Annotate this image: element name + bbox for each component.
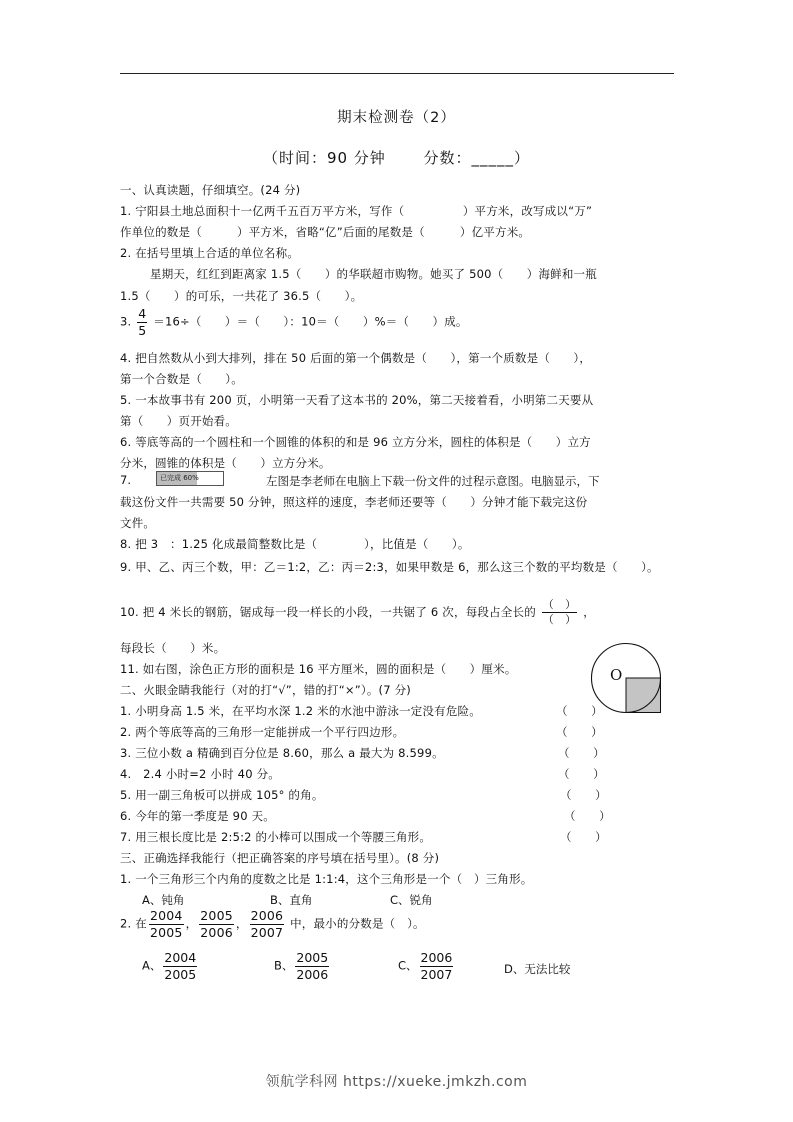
fraction [420,950,454,982]
option-b: B、直角 [270,893,313,907]
question-number: 3. [120,314,132,329]
fraction-numerator: （ ） [542,598,577,611]
question-2: 2. 在 $\frac{2004}{2005}$ ， $\frac{2005}{2006}$ ， $\frac{2006}{2007}$ 中，最小的分数是（ ）。 [120,908,425,940]
option-a [142,950,199,982]
fraction-numerator: 2004 [164,950,197,965]
question-text: 5. 一本故事书有 200 页，小明第一天看了这本书的 20%，第二天接着看，小明第二天要从 [120,393,594,407]
option-label: A、 [142,958,162,973]
question-text: 分米，圆锥的体积是（ ）立方分米。 [120,456,331,470]
option-c: C、锐角 [390,893,433,907]
question-text: 第（ ）页开始看。 [120,414,237,428]
question-text: 作单位的数是（ ）平方米，省略“亿”后面的尾数是（ ）亿平方米。 [120,225,531,239]
question-10 [120,598,676,627]
fraction-denominator: 2006 [296,966,329,982]
question-text: 7. 用三根长度比是 2:5:2 的小棒可以围成一个等腰三角形。 [120,830,432,844]
fraction [542,598,578,627]
judgement-item [120,703,676,719]
answer-bracket: （ ） [558,746,605,760]
fraction-denominator: 2005 [164,966,197,982]
judgement-item [120,787,676,803]
question-text: 左图是李老师在电脑上下载一份文件的过程示意图。电脑显示，下 [266,474,600,488]
fraction-denominator: 5 [138,322,147,338]
fraction-numerator: 2005 [200,908,233,923]
fraction-numerator: 4 [138,306,147,321]
question-3 [120,306,676,338]
answer-bracket: （ ） [558,767,605,781]
option-d: D、无法比较 [504,962,571,976]
center-label: O [610,666,623,684]
judgement-item [120,724,676,740]
answer-bracket: （ ） [560,830,607,844]
question-text: 3. 三位小数 a 精确到百分位是 8.60，那么 a 最大为 8.599。 [120,746,444,760]
option-c [398,950,455,982]
section-heading-1: 一、认真读题，仔细填空。(24 分) [120,183,301,197]
fraction [199,908,234,940]
fraction-denominator: 2007 [420,966,453,982]
fraction-denominator: 2006 [200,924,233,940]
answer-bracket: （ ） [564,809,611,823]
question-text: 11. 如右图，涂色正方形的面积是 16 平方厘米，圆的面积是（ ）厘米。 [120,662,517,676]
section-heading-3: 三、正确选择我能行（把正确答案的序号填在括号里）。(8 分) [120,851,440,865]
punctuation: ， [583,604,595,619]
answer-bracket: （ ） [556,725,603,739]
fraction [163,950,197,982]
question-text: 中，最小的分数是（ ）。 [290,916,425,931]
judgement-item [120,745,676,761]
judgement-item [120,829,676,845]
fraction [295,950,329,982]
footer-watermark: 领航学科网 https://xueke.jmkzh.com [265,1074,528,1090]
download-progress-bar [156,471,224,486]
fraction [250,908,285,940]
fraction-numerator: 2004 [149,908,183,923]
question-text: 6. 等底等高的一个圆柱和一个圆锥的体积的和是 96 立方分米，圆柱的体积是（ ）立方 [120,435,591,449]
question-text: 1. 小明身高 1.5 米，在平均水深 1.2 米的水池中游泳一定没有危险。 [120,704,481,718]
question-text: 载这份文件一共需要 50 分钟，照这样的速度，李老师还要等（ ）分钟才能下载完这份 [120,495,588,509]
judgement-item [120,766,676,782]
question-text: 9. 甲、乙、丙三个数，甲：乙＝1:2，乙：丙＝2:3，如果甲数是 6，那么这三个数的平均数是（ ）。 [120,560,659,574]
fraction-numerator: 2006 [250,908,284,923]
question-text: 第一个合数是（ ）。 [120,372,243,386]
question-text: 1. 宁阳县土地总面积十一亿两千五百万平方米，写作（ ）平方米，改写成以“万” [120,204,593,218]
question-text: 1. 一个三角形三个内角的度数之比是 1:1:4，这个三角形是一个（ ）三角形。 [120,872,533,886]
fraction-numerator: 2005 [296,950,329,965]
question-number: 7. [120,473,131,487]
question-text: 10. 把 4 米长的钢筋，锯成每一段一样长的小段，一共锯了 6 次，每段占全长的 [120,604,536,619]
option-b [274,950,331,982]
question-text: 4. 2.4 小时=2 小时 40 分。 [120,767,280,781]
fraction-numerator: 2006 [420,950,453,965]
fraction [137,306,147,338]
fraction-denominator: 2007 [250,924,284,940]
answer-bracket: （ ） [556,704,603,718]
question-text: 2. 在 [120,916,147,931]
question-text: 星期天，红红到距离家 1.5（ ）的华联超市购物。她买了 500（ ）海鲜和一瓶 [150,267,597,281]
answer-bracket: （ ） [560,788,607,802]
page-subtitle: （时间：90 分钟 分数：_____） [262,149,531,167]
progress-label: 已完成 60% [160,474,199,482]
fraction [149,908,184,940]
top-rule [120,73,674,74]
question-text: 文件。 [120,516,156,530]
option-a: A、钝角 [142,893,185,907]
question-text: 4. 把自然数从小到大排列，排在 50 后面的第一个偶数是（ ），第一个质数是（ ）， [120,351,592,365]
question-text: ＝16÷（ ）＝（ ）：10＝（ ）%＝（ ）成。 [153,314,468,329]
section-heading-2: 二、火眼金睛我能行（对的打“√”，错的打“×”）。(7 分) [120,683,411,697]
question-text: 2. 两个等底等高的三角形一定能拼成一个平行四边形。 [120,725,405,739]
question-text: 每段长（ ）米。 [120,641,226,655]
option-label: B、 [274,958,294,973]
question-text: 5. 用一副三角板可以拼成 105° 的角。 [120,788,324,802]
fraction-denominator: （ ） [542,612,577,626]
question-text: 8. 把 3 ：1.25 化成最简整数比是（ ），比值是（ ）。 [120,537,470,551]
judgement-item [120,808,676,824]
page-title: 期末检测卷（2） [337,110,456,126]
fraction-denominator: 2005 [149,924,183,940]
question-text: 6. 今年的第一季度是 90 天。 [120,809,275,823]
question-text: 1.5（ ）的可乐，一共花了 36.5（ ）。 [120,289,363,303]
question-text: 2. 在括号里填上合适的单位名称。 [120,246,300,260]
option-label: C、 [398,958,418,973]
